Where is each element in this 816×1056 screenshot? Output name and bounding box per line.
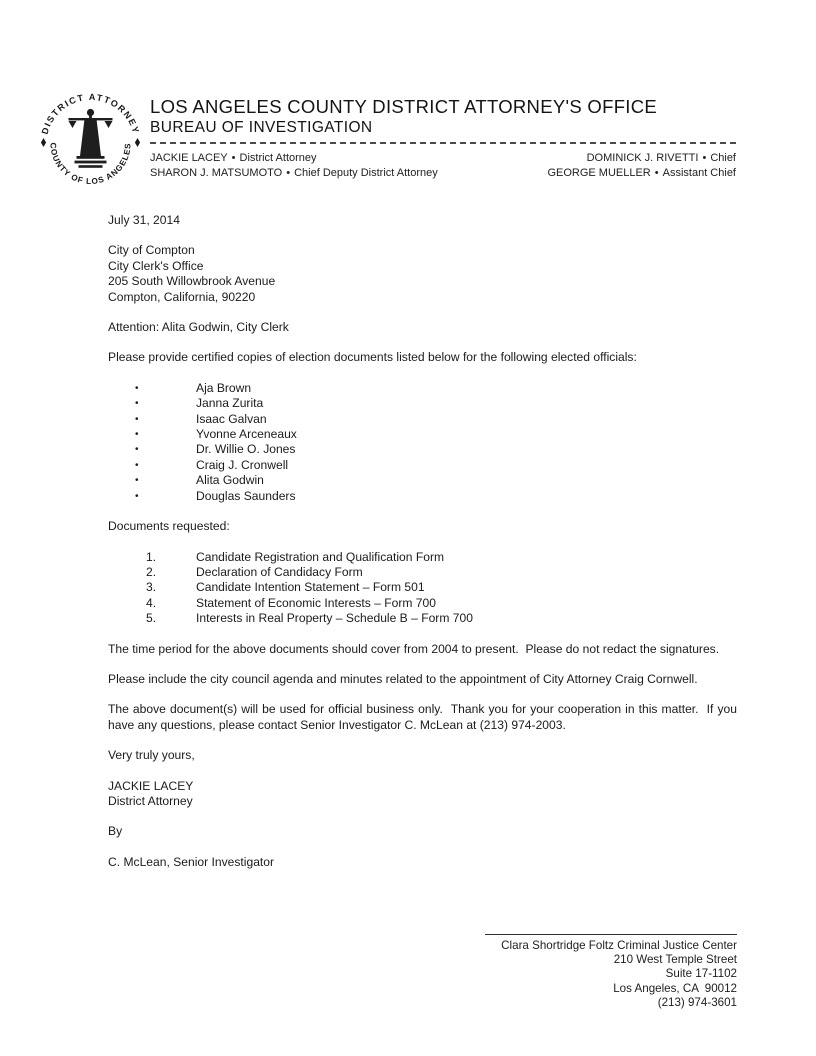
seal-top-text: DISTRICT ATTORNEY <box>39 91 142 136</box>
list-item <box>108 412 737 427</box>
list-item <box>108 396 737 411</box>
list-item <box>108 611 737 626</box>
item-number: 1. <box>146 549 157 564</box>
by-label: By <box>108 824 123 839</box>
bullet-separator: • <box>286 166 291 179</box>
official-right-1: DOMINICK J. RIVETTI • Chief <box>586 152 736 164</box>
intro-paragraph: Please provide certified copies of election documents listed below for the following elected officials: <box>108 350 637 365</box>
recipient-line: 205 South Willowbrook Avenue <box>108 274 276 289</box>
official-name: Yvonne Arceneaux <box>196 427 297 442</box>
bullet-icon: • <box>135 382 139 394</box>
bullet-icon: • <box>135 398 139 410</box>
document-name: Statement of Economic Interests – Form 700 <box>196 595 436 610</box>
item-number: 2. <box>146 564 157 579</box>
official-right-2: GEORGE MUELLER • Assistant Chief <box>547 166 736 179</box>
item-number: 4. <box>146 595 157 610</box>
bullet-icon: • <box>135 429 139 441</box>
footer-line: Los Angeles, CA 90012 <box>613 981 737 995</box>
letter-date: July 31, 2014 <box>108 213 180 227</box>
list-item <box>108 473 737 488</box>
official-name: Craig J. Cronwell <box>196 457 289 472</box>
list-item <box>108 580 737 595</box>
footer-line: (213) 974-3601 <box>657 995 737 1009</box>
signature-block <box>108 779 737 810</box>
recipient-line: City of Compton <box>108 243 195 258</box>
bullet-separator: • <box>231 152 236 164</box>
item-number: 3. <box>146 580 157 595</box>
signer-name: JACKIE LACEY <box>108 778 194 793</box>
document-name: Declaration of Candidacy Form <box>196 564 363 579</box>
official-left-2: SHARON J. MATSUMOTO • Chief Deputy District Attorney <box>150 166 438 179</box>
signer-title: District Attorney <box>108 793 193 808</box>
office-address-footer <box>485 934 737 1010</box>
bullet-icon: • <box>135 413 139 425</box>
official-name: Isaac Galvan <box>196 411 267 426</box>
documents-heading: Documents requested: <box>108 519 230 534</box>
bullet-separator: • <box>702 152 707 164</box>
body-paragraph: The time period for the above documents should cover from 2004 to present. Please do not redact the signatures. <box>108 641 720 656</box>
body-paragraph: The above document(s) will be used for official business only. Thank you for your cooperation in this matter. If you have any questions, please contact Senior Investigator C. McLean at (213) 974-2003. <box>108 702 741 732</box>
official-name: Dr. Willie O. Jones <box>196 442 296 457</box>
officials-row <box>150 166 736 181</box>
list-item <box>108 381 737 396</box>
recipient-line: City Clerk's Office <box>108 258 204 273</box>
bullet-icon: • <box>135 459 139 471</box>
list-item <box>108 442 737 457</box>
seal-justice-emblem <box>69 109 113 168</box>
letterhead-officials <box>150 151 736 180</box>
recipient-address <box>108 243 737 305</box>
bullet-icon: • <box>135 490 139 502</box>
footer-line: 210 West Temple Street <box>613 953 737 967</box>
official-left-1: JACKIE LACEY • District Attorney <box>150 152 317 164</box>
investigator-line: C. McLean, Senior Investigator <box>108 854 275 869</box>
closing-line: Very truly yours, <box>108 748 195 763</box>
bureau-name: BUREAU OF INVESTIGATION <box>150 119 373 136</box>
footer-line: Suite 17-1102 <box>665 967 737 981</box>
bullet-icon: • <box>135 475 139 487</box>
org-name: LOS ANGELES COUNTY DISTRICT ATTORNEY'S OFFICE <box>150 96 658 117</box>
recipient-line: Compton, California, 90220 <box>108 289 256 304</box>
document-name: Candidate Intention Statement – Form 501 <box>196 580 425 595</box>
list-item <box>108 565 737 580</box>
item-number: 5. <box>146 611 157 626</box>
list-item <box>108 550 737 565</box>
list-item <box>108 427 737 442</box>
letterhead-rule <box>150 142 736 144</box>
list-item <box>108 596 737 611</box>
body-paragraph: Please include the city council agenda and minutes related to the appointment of City Attorney Craig Cornwell. <box>108 671 698 686</box>
document-name: Interests in Real Property – Schedule B – Form 700 <box>196 611 473 626</box>
bullet-icon: • <box>135 444 139 456</box>
document-name: Candidate Registration and Qualification Form <box>196 549 445 564</box>
list-item <box>108 489 737 504</box>
seal-star-left-icon <box>41 138 46 147</box>
officials-row <box>150 151 736 166</box>
district-attorney-seal-icon <box>34 86 147 198</box>
official-name: Douglas Saunders <box>196 488 296 503</box>
letterhead <box>150 96 736 180</box>
letter-body <box>108 213 741 885</box>
footer-line: Clara Shortridge Foltz Criminal Justice Center <box>501 939 737 952</box>
official-name: Janna Zurita <box>196 396 264 411</box>
seal-bottom-text: COUNTY OF LOS ANGELES <box>48 142 133 187</box>
seal-star-right-icon <box>135 138 140 147</box>
elected-officials-list <box>108 381 737 504</box>
attention-line: Attention: Alita Godwin, City Clerk <box>108 320 289 335</box>
official-name: Aja Brown <box>196 380 252 395</box>
official-name: Alita Godwin <box>196 473 264 488</box>
bullet-separator: • <box>654 166 659 179</box>
list-item <box>108 458 737 473</box>
documents-list <box>108 550 737 627</box>
